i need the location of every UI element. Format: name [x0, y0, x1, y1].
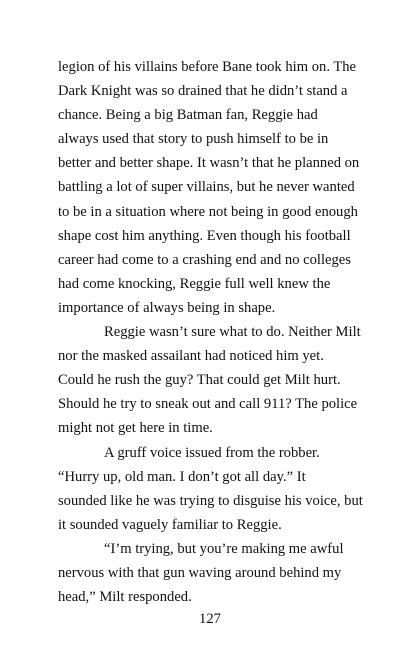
text-line: career had come to a crashing end and no colleges: [58, 251, 351, 268]
text-line: might not get here in time.: [58, 420, 213, 437]
text-line: nor the masked assailant had noticed him yet.: [58, 348, 324, 365]
text-line: it sounded vaguely familiar to Reggie.: [58, 516, 282, 533]
text-line: Reggie wasn’t sure what to do. Neither Milt: [104, 324, 361, 341]
text-line: always used that story to push himself to be in: [58, 131, 329, 148]
text-line: battling a lot of super villains, but he never wanted: [58, 179, 355, 196]
text-line: legion of his villains before Bane took him on. The: [58, 59, 357, 75]
text-line: “I’m trying, but you’re making me awful: [104, 540, 344, 557]
text-line: Could he rush the guy? That could get Milt hurt.: [58, 372, 341, 389]
body-text: [58, 55, 364, 609]
text-line: chance. Being a big Batman fan, Reggie had: [58, 107, 318, 124]
text-line: “Hurry up, old man. I don’t got all day.” It: [58, 468, 306, 485]
text-line: nervous with that gun waving around behind my: [58, 564, 342, 581]
text-line: shape cost him anything. Even though his football: [58, 227, 351, 244]
text-line: Dark Knight was so drained that he didn’t stand a: [58, 83, 348, 100]
text-line: better and better shape. It wasn’t that he planned on: [58, 155, 360, 172]
text-line: sounded like he was trying to disguise his voice, but: [58, 492, 363, 509]
text-line: head,” Milt responded.: [58, 589, 192, 606]
text-line: importance of always being in shape.: [58, 299, 276, 316]
text-line: Should he try to sneak out and call 911? The police: [58, 396, 358, 413]
text-line: to be in a situation where not being in good enough: [58, 203, 358, 220]
text-line: had come knocking, Reggie full well knew the: [58, 275, 331, 292]
text-line: A gruff voice issued from the robber.: [104, 444, 320, 461]
page-number: 127: [199, 611, 221, 627]
